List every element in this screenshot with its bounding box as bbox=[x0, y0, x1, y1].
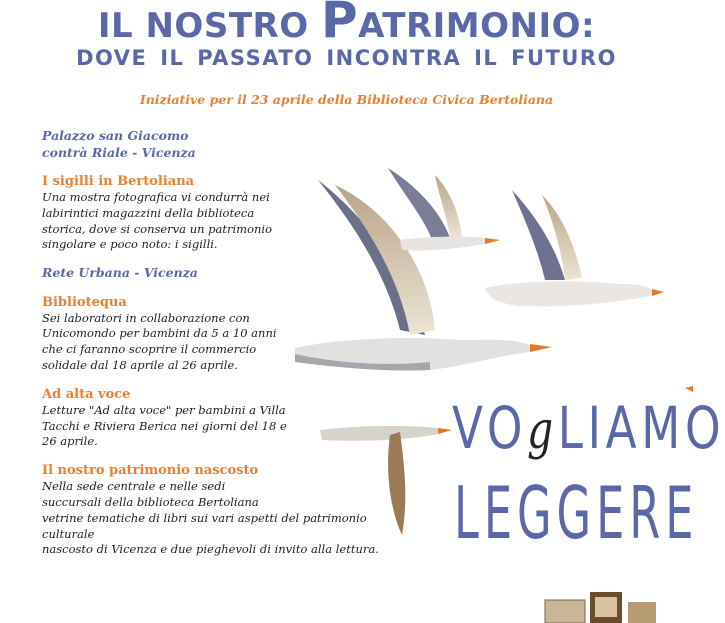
section-alta-voce bbox=[42, 386, 432, 450]
goose-right bbox=[485, 190, 664, 306]
section-sigilli bbox=[42, 173, 432, 253]
section-line: storica, dove si conserva un patrimonio bbox=[42, 221, 273, 236]
section-line: che ci faranno scoprire il commercio bbox=[42, 342, 257, 357]
section-line: vetrine tematiche di libri sui vari aspetti del patrimonio culturale bbox=[42, 510, 367, 541]
section-line: Unicomondo per bambini da 5 a 10 anni bbox=[42, 326, 277, 341]
content-column bbox=[42, 128, 432, 570]
section-line: 26 aprile. bbox=[42, 434, 98, 449]
subtitle: Iniziative per il 23 aprile della Biblioteca Civica Bertoliana bbox=[139, 92, 554, 107]
section-line: Sei laboratori in collaborazione con bbox=[42, 310, 250, 325]
poster-word-vogliamo: VOgLIAMO bbox=[452, 394, 725, 462]
section-heading: Il nostro patrimonio nascosto bbox=[42, 463, 259, 479]
location-line: Palazzo san Giacomo bbox=[42, 128, 189, 143]
main-title: IL NOSTRO PATRIMONIO: bbox=[0, 0, 693, 46]
section-line: Nella sede centrale e nelle sedi bbox=[42, 479, 226, 494]
section-line: solidale dal 18 aprile al 26 aprile. bbox=[42, 358, 238, 373]
location-block-1 bbox=[42, 128, 432, 161]
location-line: contrà Riale - Vicenza bbox=[42, 144, 196, 160]
section-heading: I sigilli in Bertoliana bbox=[42, 174, 195, 189]
section-line: Letture "Ad alta voce" per bambini a Villa bbox=[42, 402, 286, 417]
section-heading: Bibliotequa bbox=[42, 294, 127, 310]
section-nascosto bbox=[42, 462, 432, 558]
title-big-letter: P bbox=[320, 0, 359, 49]
section-line: Una mostra fotografica vi condurrà nei bbox=[42, 190, 270, 204]
section-line: nascosto di Vicenza e due pieghevoli di invito alla lettura. bbox=[42, 542, 379, 557]
poster-word-leggere: LEGGERE bbox=[454, 471, 699, 555]
section-heading: Ad alta voce bbox=[42, 386, 131, 402]
main-title-line2: DOVE IL PASSATO INCONTRA IL FUTURO bbox=[76, 46, 617, 70]
section-line: Tacchi e Riviera Berica nei giorni del 18 e bbox=[42, 418, 287, 433]
location-block-2 bbox=[42, 265, 432, 282]
section-line: labirintici magazzini della biblioteca bbox=[42, 205, 255, 220]
section-line: singolare e poco noto: i sigilli. bbox=[42, 237, 218, 252]
section-biblioteca bbox=[42, 294, 432, 374]
location-line: Rete Urbana - Vicenza bbox=[42, 265, 198, 281]
section-line: succursali della biblioteca Bertoliana bbox=[42, 495, 259, 510]
